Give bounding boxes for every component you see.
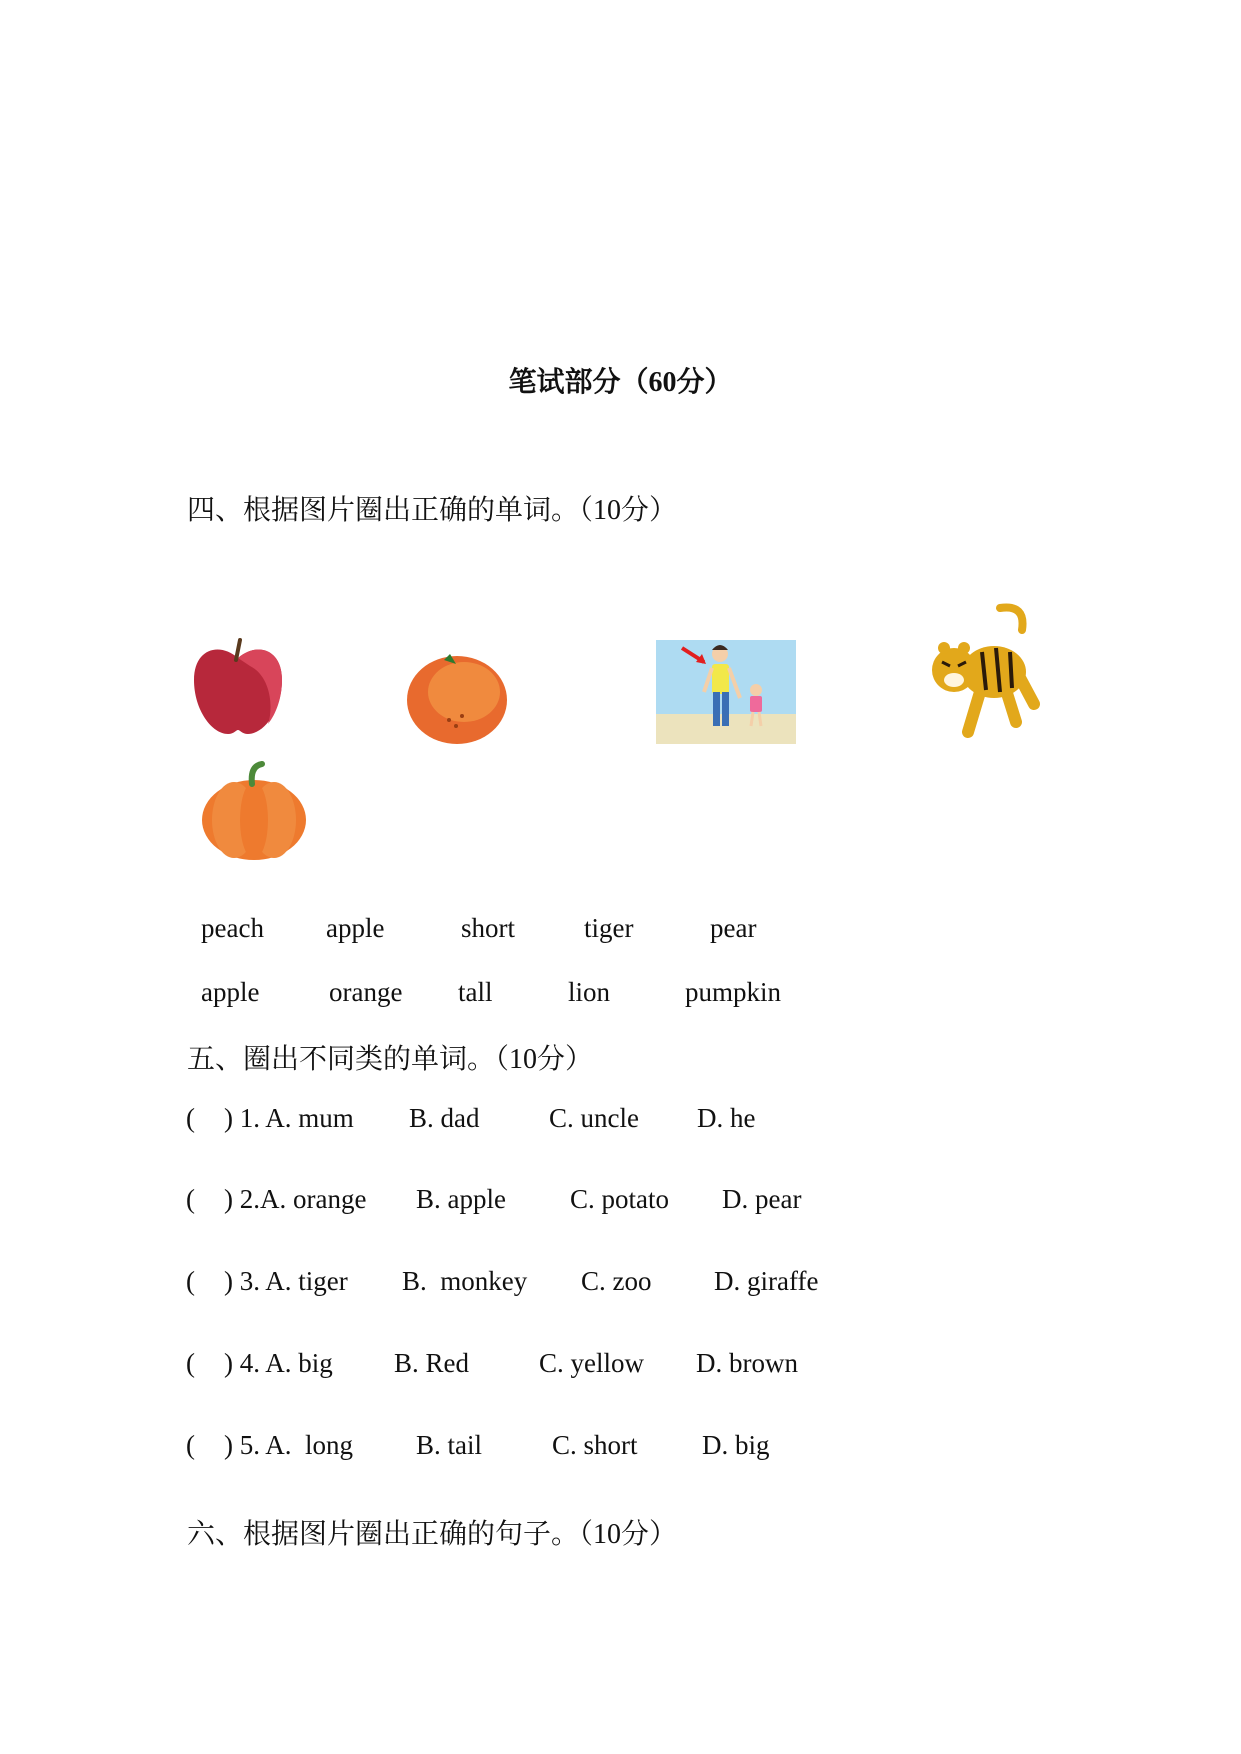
word-option[interactable]: lion [568, 977, 611, 1007]
word-option[interactable]: orange [329, 977, 403, 1007]
option-c: C. uncle [549, 1103, 639, 1133]
option-c: C. potato [570, 1184, 669, 1214]
word-option[interactable]: pear [710, 913, 757, 943]
option-c: C. zoo [581, 1266, 652, 1296]
option-b: B. Red [394, 1348, 470, 1378]
tall-man-icon [656, 640, 796, 744]
option-a: ) 3. A. tiger [224, 1266, 348, 1296]
option-b: B. monkey [402, 1266, 528, 1296]
word-option[interactable]: short [461, 913, 515, 943]
section-4-heading: 四、根据图片圈出正确的单词。（10分） [187, 495, 678, 526]
word-option[interactable]: apple [201, 977, 260, 1007]
option-d: D. giraffe [714, 1266, 819, 1296]
pumpkin-icon [200, 760, 308, 862]
option-c: C. yellow [539, 1348, 644, 1378]
option-a: ) 5. A. long [224, 1430, 354, 1460]
option-d: D. big [702, 1430, 770, 1460]
option-b: B. apple [416, 1184, 506, 1214]
option-d: D. pear [722, 1184, 802, 1214]
section-5-heading: 五、圈出不同类的单词。（10分） [187, 1044, 594, 1075]
option-b: B. dad [409, 1103, 480, 1133]
answer-bracket[interactable]: ( [186, 1348, 195, 1378]
answer-bracket[interactable]: ( [186, 1184, 195, 1214]
word-option[interactable]: pumpkin [685, 977, 782, 1007]
option-a: ) 4. A. big [224, 1348, 333, 1378]
answer-bracket[interactable]: ( [186, 1266, 195, 1296]
option-b: B. tail [416, 1430, 482, 1460]
page-title: 笔试部分（60分） [508, 367, 733, 398]
section-6-heading: 六、根据图片圈出正确的句子。（10分） [187, 1519, 678, 1550]
option-d: D. brown [696, 1348, 798, 1378]
word-option[interactable]: tiger [584, 913, 634, 943]
word-option[interactable]: apple [326, 913, 385, 943]
option-a: ) 2.A. orange [224, 1184, 367, 1214]
apple-icon [190, 636, 286, 738]
option-a: ) 1. A. mum [224, 1103, 354, 1133]
answer-bracket[interactable]: ( [186, 1430, 195, 1460]
word-option[interactable]: peach [201, 913, 264, 943]
word-option[interactable]: tall [458, 977, 493, 1007]
answer-bracket[interactable]: ( [186, 1103, 195, 1133]
tiger-icon [922, 600, 1042, 744]
option-c: C. short [552, 1430, 638, 1460]
orange-icon [404, 650, 510, 746]
option-d: D. he [697, 1103, 756, 1133]
